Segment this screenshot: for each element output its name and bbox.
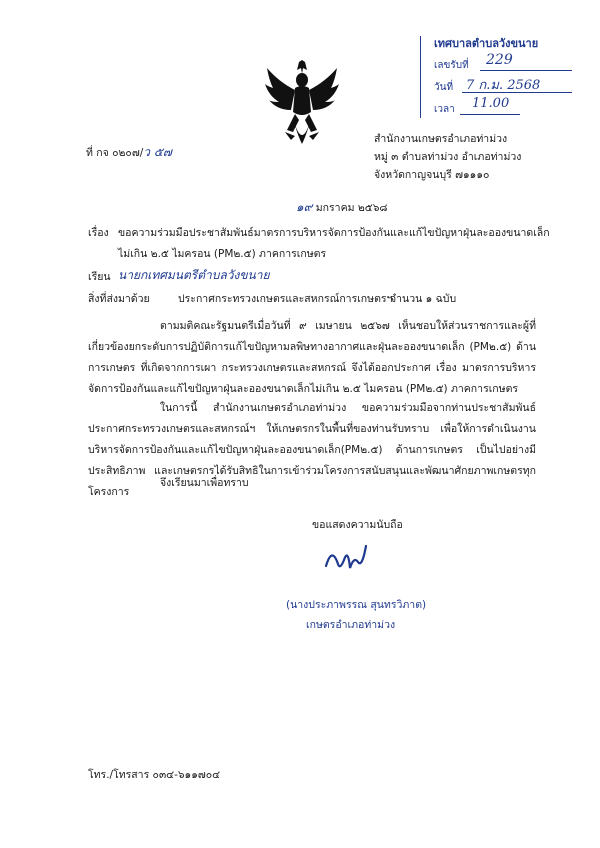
stamp-org: เทศบาลตำบลวังขนาย [434, 37, 539, 50]
garuda-emblem-icon [263, 60, 341, 160]
stamp-date-label: วันที่ [434, 82, 454, 93]
date-text: มกราคม ๒๕๖๘ [315, 202, 388, 214]
address-line-2: หมู่ ๓ ตำบลท่าม่วง อำเภอท่าม่วง [374, 151, 522, 163]
ref-number-text: ที่ กจ ๐๒๐๗/ [86, 147, 144, 159]
stamp-time-value: 11.00 [472, 96, 510, 111]
address-line-3: จังหวัดกาญจนบุรี ๗๑๑๑๐ [374, 169, 490, 181]
ref-handwritten: ว ๕๗ [143, 145, 172, 159]
signatory-name: (นางประภาพรรณ สุนทรวิภาต) [286, 599, 427, 611]
stamp-date-value: 7 ก.ม. 2568 [466, 78, 541, 93]
paragraph-1: ตามมติคณะรัฐมนตรีเมื่อวันที่ ๙ เมษายน ๒๕๖๗ เห็นชอบให้ส่วนราชการและผู้ที่เกี่ยวข้องยกระดับการปฏิบัติการแก้ไขปัญหามลพิษทางอากาศและฝุ่นละอองขนาดเล็ก (PM๒.๕) ด้านการเกษตร ที่เกิดจากการเผา กระทรวงเกษตรและสหกรณ์ จึงได้ออกประกาศ เรื่อง มาตรการบริหารจัดการป้องกันและแก้ไขปัญหาฝุ่นละอองขนาดเล็กไม่เกิน ๒.๕ ไมครอน (PM๒.๕) ภาคการเกษตร [88, 320, 536, 395]
signature [322, 538, 372, 577]
contact-footer: โทร./โทรสาร ๐๓๔-๖๑๑๗๐๔ [88, 769, 221, 781]
date-day: ๑๙ [296, 200, 313, 214]
receipt-stamp [420, 34, 580, 120]
enclosure-label: สิ่งที่ส่งมาด้วย [88, 293, 150, 305]
closing-request: จึงเรียนมาเพื่อทราบ [160, 477, 249, 489]
to-value: นายกเทศมนตรีตำบลวังขนาย [118, 268, 270, 282]
subject-line-2: ไม่เกิน ๒.๕ ไมครอน (PM๒.๕) ภาคการเกษตร [118, 248, 327, 260]
to-label: เรียน [88, 271, 111, 283]
stamp-receipt-no: 229 [486, 52, 513, 68]
subject-label: เรื่อง [88, 227, 109, 239]
stamp-receipt-label: เลขรับที่ [434, 60, 469, 71]
agency-address [374, 130, 521, 184]
letter-date [296, 198, 387, 217]
enclosure-value: ประกาศกระทรวงเกษตรและสหกรณ์การเกษตรฯ [178, 293, 393, 305]
paragraph-2: ในการนี้ สำนักงานเกษตรอำเภอท่าม่วง ขอความร่วมมือจากท่านประชาสัมพันธ์ประกาศกระทรวงเกษตรและสหกรณ์ฯ ให้เกษตรกรในพื้นที่ของท่านรับทราบ เพื่อให้การดำเนินงานบริหารจัดการป้องกันและแก้ไขปัญหาฝุ่นละอองขนาดเล็ก(PM๒.๕) ด้านการเกษตร เป็นไปอย่างมีประสิทธิภาพ และเกษตรกรได้รับสิทธิในการเข้าร่วมโครงการสนับสนุนและพัฒนาศักยภาพเกษตรทุกโครงการ [88, 402, 536, 498]
stamp-time-label: เวลา [434, 104, 455, 115]
address-line-1: สำนักงานเกษตรอำเภอท่าม่วง [374, 133, 508, 145]
enclosure-qty: จำนวน ๑ ฉบับ [390, 293, 457, 305]
closing: ขอแสดงความนับถือ [312, 519, 403, 531]
signatory-position: เกษตรอำเภอท่าม่วง [306, 619, 396, 631]
subject-line-1: ขอความร่วมมือประชาสัมพันธ์มาตรการบริหารจัดการป้องกันและแก้ไขปัญหาฝุ่นละอองขนาดเล็ก [118, 227, 550, 239]
reference-number [86, 143, 172, 162]
stamp-bracket [420, 36, 427, 118]
